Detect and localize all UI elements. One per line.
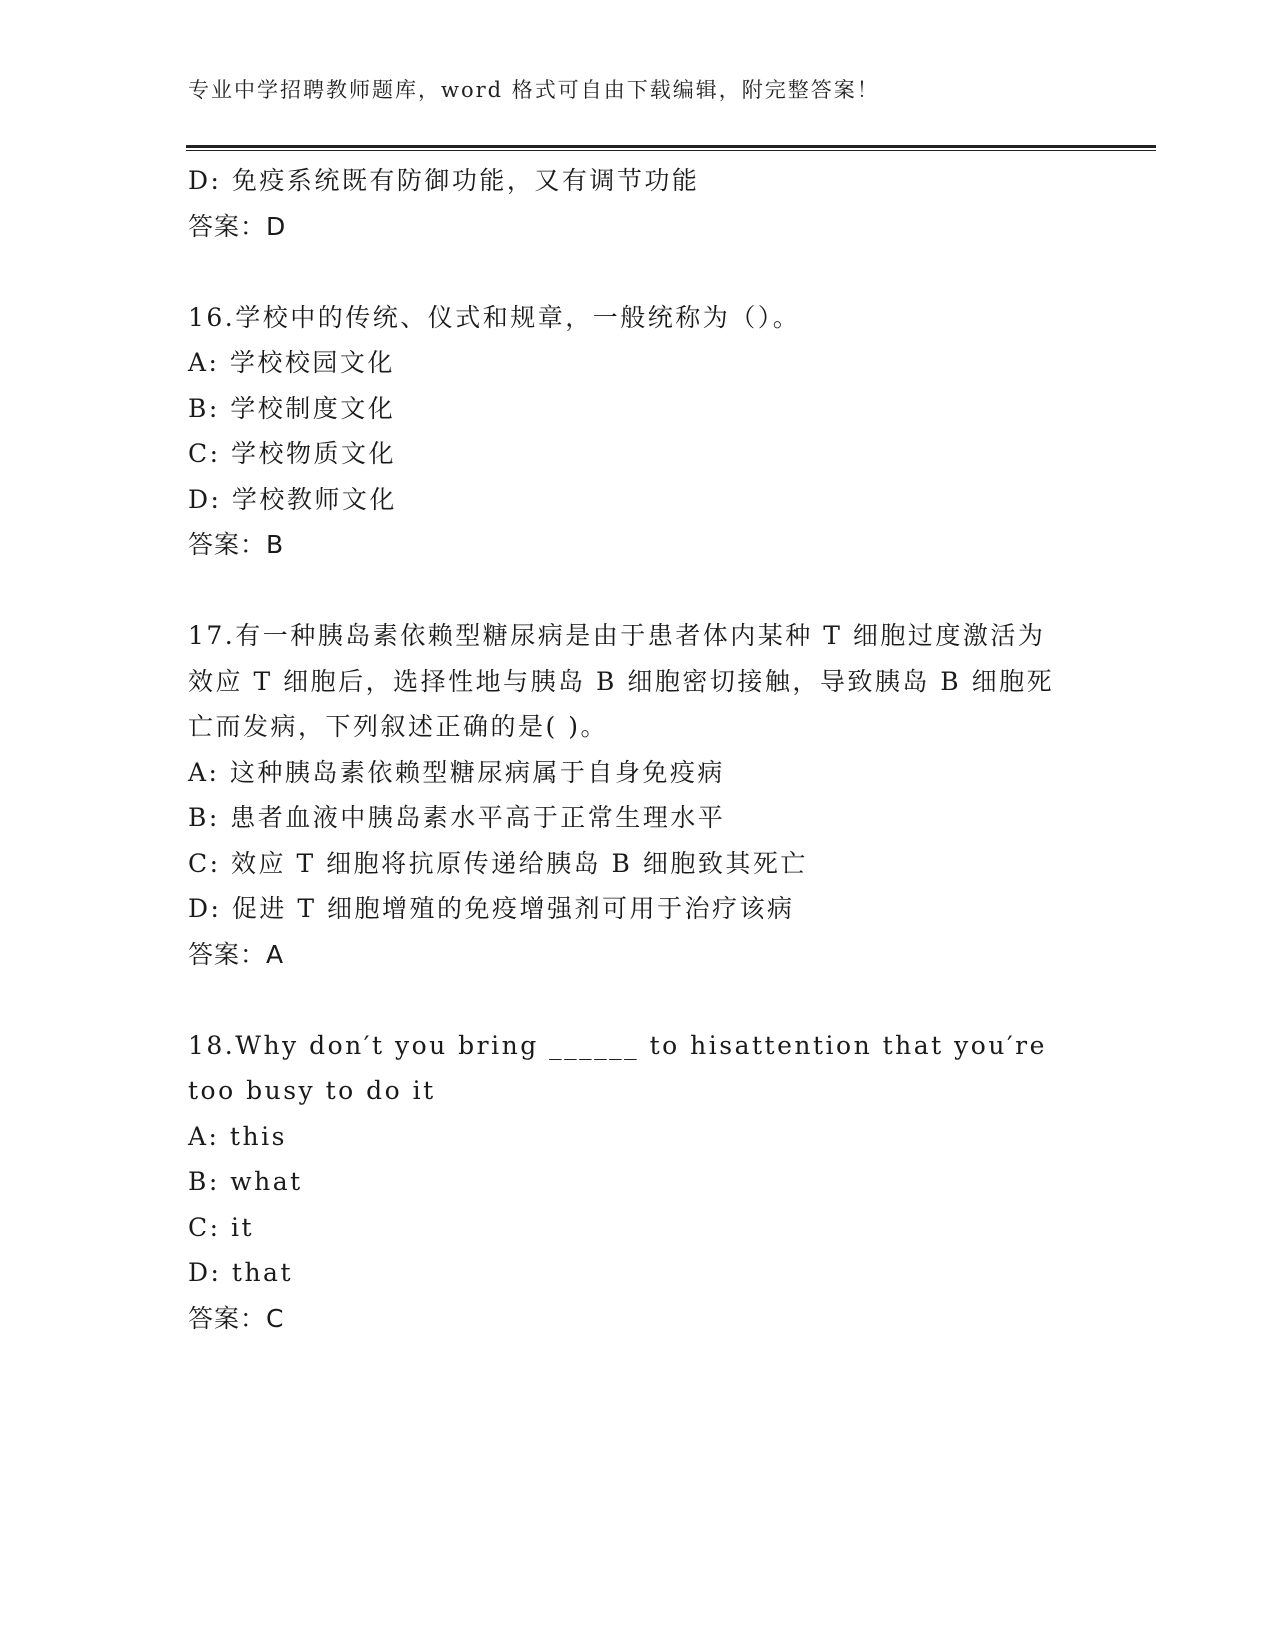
question-stem-line-2: too busy to do it	[188, 1076, 436, 1105]
option-b: B: 学校制度文化	[188, 393, 396, 423]
question-stem: 16.学校中的传统、仪式和规章，一般统称为（）。	[188, 302, 801, 332]
option-a: A: 这种胰岛素依赖型糖尿病属于自身免疫病	[188, 757, 725, 787]
option-d: D: that	[188, 1258, 294, 1287]
header-divider-thick	[186, 145, 1156, 148]
spacer	[188, 977, 1088, 1023]
option-d: D: 免疫系统既有防御功能，又有调节功能	[188, 166, 700, 195]
question-stem-line-2: 效应 T 细胞后，选择性地与胰岛 B 细胞密切接触，导致胰岛 B 细胞死	[188, 666, 1055, 696]
question-stem-line-1: 18.Why don′t you bring ______ to hisattention that you′re	[188, 1030, 1047, 1060]
option-b: B: 患者血液中胰岛素水平高于正常生理水平	[188, 803, 726, 832]
answer-text: 答案：B	[188, 530, 285, 559]
option-c: C: 效应 T 细胞将抗原传递给胰岛 B 细胞致其死亡	[188, 848, 808, 878]
option-a: A: 学校校园文化	[188, 348, 395, 377]
question-stem-line-3: 亡而发病，下列叙述正确的是( )。	[188, 712, 608, 741]
answer-text: 答案：C	[188, 1303, 285, 1333]
question-list	[188, 158, 1088, 1341]
question-stem-line-1: 17.有一种胰岛素依赖型糖尿病是由于患者体内某种 T 细胞过度激活为	[188, 621, 1046, 650]
spacer	[188, 568, 1088, 614]
option-c: C: it	[188, 1212, 255, 1242]
header-divider-thin	[186, 150, 1156, 151]
option-a: A: this	[188, 1121, 287, 1151]
question-17	[188, 613, 1088, 977]
question-16	[188, 295, 1088, 568]
option-b: B: what	[188, 1167, 303, 1196]
spacer	[188, 249, 1088, 295]
answer-text: 答案：D	[188, 211, 287, 241]
option-d: D: 促进 T 细胞增殖的免疫增强剂可用于治疗该病	[188, 894, 795, 923]
page-header: 专业中学招聘教师题库，word 格式可自由下载编辑，附完整答案！	[188, 78, 880, 102]
answer-text: 答案：A	[188, 939, 285, 969]
option-d: D: 学校教师文化	[188, 484, 397, 514]
question-18	[188, 1023, 1088, 1342]
question-15	[188, 158, 1088, 249]
option-c: C: 学校物质文化	[188, 439, 396, 468]
